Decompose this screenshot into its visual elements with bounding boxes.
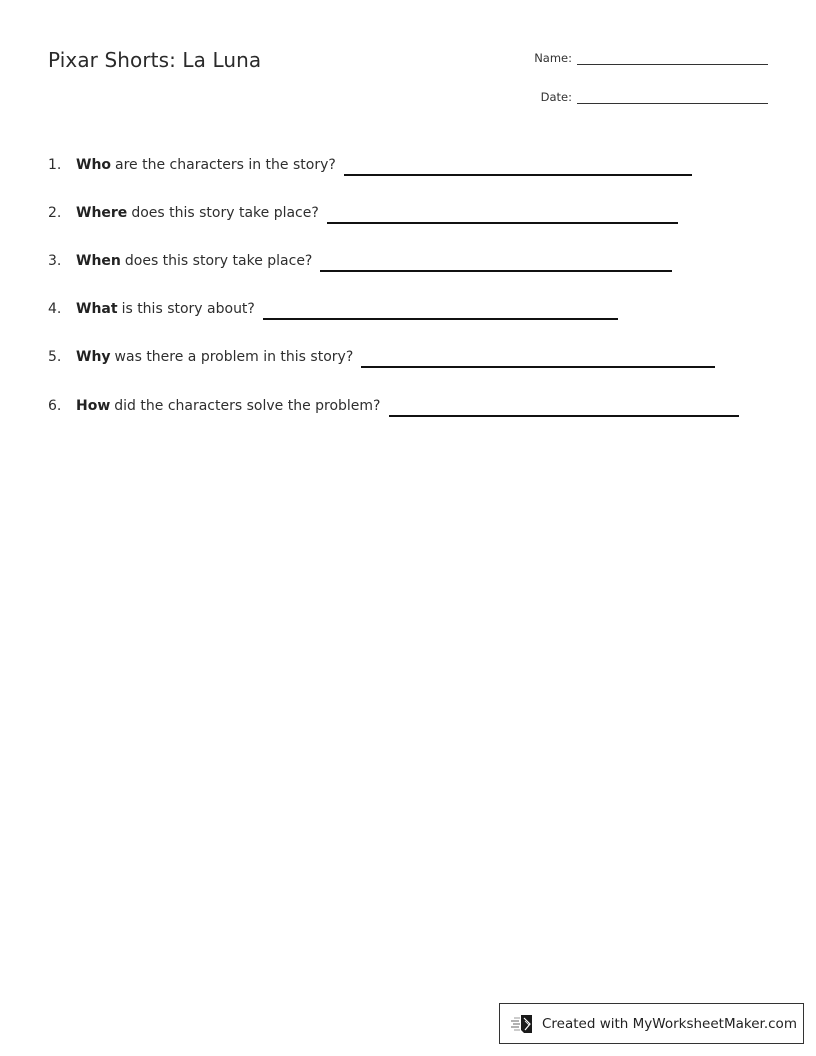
question-keyword: What (76, 301, 118, 317)
question-keyword: Who (76, 157, 112, 173)
answer-line[interactable] (361, 350, 715, 368)
answer-line[interactable] (327, 206, 678, 224)
question-keyword: When (76, 253, 121, 269)
question-text: does this story take place? (131, 205, 319, 221)
question-2 (48, 203, 678, 221)
question-number: 5. (48, 349, 62, 365)
question-number: 6. (48, 398, 62, 414)
answer-line[interactable] (389, 399, 740, 417)
question-number: 4. (48, 301, 62, 317)
question-number: 2. (48, 205, 62, 221)
question-text: are the characters in the story? (115, 157, 336, 173)
name-input-line[interactable] (577, 50, 768, 65)
question-text: does this story take place? (124, 253, 313, 269)
answer-line[interactable] (344, 158, 692, 176)
answer-line[interactable] (320, 254, 672, 272)
question-5 (48, 347, 715, 365)
question-3 (48, 251, 672, 269)
question-text: is this story about? (121, 301, 255, 317)
footer-credit-badge[interactable] (499, 1003, 804, 1044)
question-text: was there a problem in this story? (114, 349, 354, 365)
answer-line[interactable] (263, 302, 618, 320)
question-keyword: How (76, 398, 111, 414)
date-input-line[interactable] (577, 89, 768, 104)
date-field (541, 89, 768, 104)
question-number: 3. (48, 253, 62, 269)
question-text: did the characters solve the problem? (114, 398, 381, 414)
name-field (534, 50, 768, 65)
question-4 (48, 299, 618, 317)
question-keyword: Where (76, 205, 128, 221)
question-6 (48, 396, 739, 414)
question-keyword: Why (76, 349, 111, 365)
name-label: Name: (534, 51, 572, 65)
worksheet-maker-logo-icon (510, 1013, 538, 1035)
question-number: 1. (48, 157, 62, 173)
question-1 (48, 155, 692, 173)
date-label: Date: (540, 90, 572, 104)
page-title: Pixar Shorts: La Luna (48, 48, 262, 72)
footer-credit-text: Created with MyWorksheetMaker.com (542, 1015, 797, 1032)
